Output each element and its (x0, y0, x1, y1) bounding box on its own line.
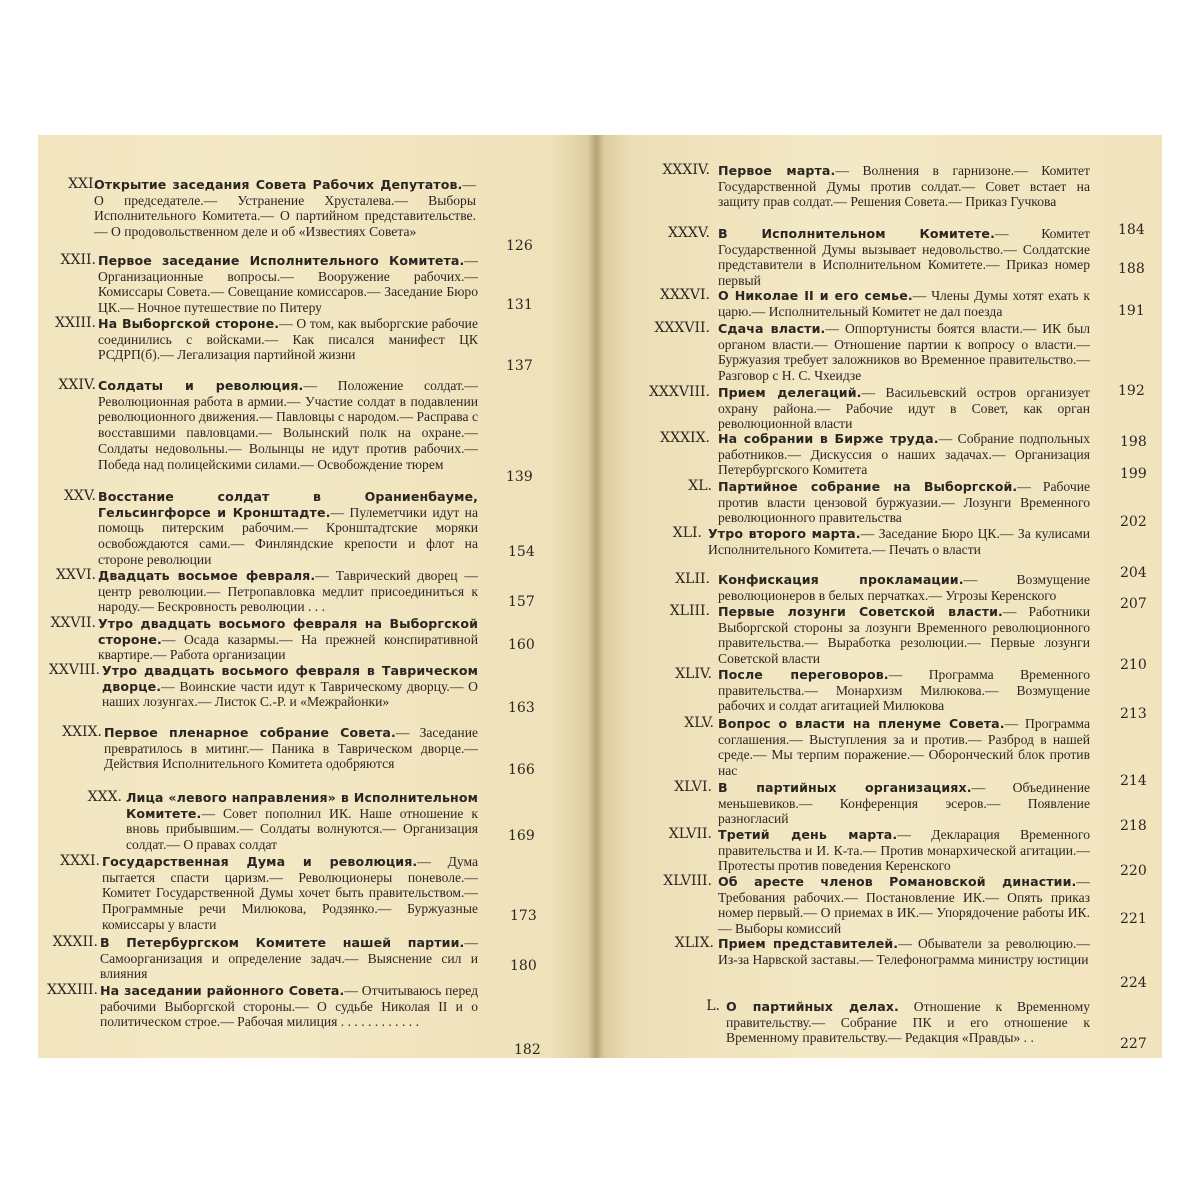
page-number: 207 (1120, 596, 1147, 612)
chapter-number: XXVIII. (48, 662, 100, 678)
entry-description: Отношение к Временному правительству.— Собрание ПК и его отношение к Временному правительству.— Редакция «Правды» . . (726, 999, 1090, 1046)
entry-description: — Обыватели за революцию.— Из-за Нарвской заставы.— Телефонограмма министру юстиции (718, 936, 1090, 967)
chapter-number: XXXVI. (660, 287, 710, 303)
page-number: 188 (1118, 261, 1145, 277)
entry-title: Первое заседание Исполнительного Комитета. (98, 253, 465, 268)
entry-title: Двадцать восьмое февраля. (98, 568, 316, 583)
entry-description: — Организационные вопросы.— Вооружение рабочих.— Комиссары Совета.— Совещание комиссаров.— Заседание Бюро ЦК.— Ночное путешествие по Питеру (98, 253, 478, 316)
entry-text (718, 288, 1090, 319)
entry-text (718, 716, 1090, 779)
entry-description: — Члены Думы хотят ехать к царю.— Исполнительный Комитет не дал поезда (718, 288, 1090, 319)
entry-description: — Воинские части идут к Таврическому дворцу.— О наших лозунгах.— Листок С.-Р. и «Межрайонки» (102, 678, 478, 710)
entry-text (102, 663, 478, 710)
entry-text (98, 378, 478, 472)
chapter-number: XXIII. (55, 315, 96, 331)
entry-text (100, 983, 478, 1030)
entry-title: О Николае II и его семье. (718, 288, 913, 303)
entry-description: — Заседание Бюро ЦК.— За кулисами Исполнительного Комитета.— Печать о власти (708, 526, 1090, 557)
chapter-number: XXX. (87, 789, 122, 805)
chapter-number: XLVI. (674, 779, 712, 795)
chapter-number: XXXIX. (660, 430, 710, 446)
chapter-number: XXXVIII. (648, 384, 710, 400)
page-number: 221 (1120, 911, 1147, 927)
entry-text (708, 526, 1090, 557)
page-number: 210 (1120, 657, 1147, 673)
entry-title: Сдача власти. (718, 321, 826, 336)
entry-description: — Декларация Временного правительства и И. К-та.— Против монархической агитации.— Протесты против поведения Керенского (718, 827, 1090, 874)
entry-text (718, 431, 1090, 478)
entry-description: — Программа соглашения.— Выступления за и против.— Разброд в нашей среде.— Мы терпим поражение.— Оборонческий блок против нас (718, 716, 1090, 779)
chapter-number: XXXIII. (47, 982, 98, 998)
entry-description: — Работники Выборгской стороны за лозунги Временного революционного правительства.— Выработка резолюции.— Первые лозунги Советской власти (718, 604, 1090, 667)
chapter-number: XLV. (684, 715, 714, 731)
entry-description: — Программа Временного правительства.— Монархизм Милюкова.— Возмущение рабочих и солдат агитацией Милюкова (718, 667, 1090, 714)
entry-description: — Волнения в гарнизоне.— Комитет Государственной Думы против солдат.— Совет встает на защиту прав солдат.— Решения Совета.— Приказ Гучкова (718, 163, 1090, 210)
entry-title: Вопрос о власти на пленуме Совета. (718, 716, 1005, 731)
page-number: 173 (510, 908, 537, 924)
chapter-number: L. (706, 998, 720, 1014)
page-number: 218 (1120, 818, 1147, 834)
page-number: 154 (508, 544, 535, 560)
chapter-number: XLVIII. (663, 873, 712, 889)
entry-text (718, 936, 1090, 967)
page-number: 131 (506, 297, 533, 313)
entry-title: На Выборгской стороне. (98, 316, 280, 331)
entry-title: Государственная Дума и революция. (102, 854, 418, 869)
page-number: 169 (508, 828, 535, 844)
entry-title: Утро двадцать восьмого февраля на Выборгской стороне. (98, 616, 478, 647)
entry-title: Лица «левого направления» в Исполнительном Комитете. (126, 790, 478, 821)
entry-description: — Осада казармы.— На прежней конспиративной квартире.— Работа организации (98, 631, 478, 663)
page-number: 199 (1120, 466, 1147, 482)
entry-description: — Таврический дворец — центр революции.— Петропавловка медлит присоединиться к народу.— Бескровность революции . . . (98, 568, 478, 615)
entry-description: — Положение солдат.— Революционная работа в армии.— Участие солдат в подавлении революционного движения.— Павловцы с народом.— Расправа с восставшими павловцами.— Волынский полк на охране.— Солдаты недовольны.— Волынцы не идут против рабочих.— Победа над полицейскими силами.— Освобождение тюрем (98, 378, 478, 472)
page-number: 126 (506, 238, 533, 254)
entry-text (718, 827, 1090, 874)
chapter-number: XLII. (675, 571, 710, 587)
entry-title: О партийных делах. (726, 999, 899, 1014)
entry-title: Прием делегаций. (718, 385, 862, 400)
entry-text (718, 604, 1090, 667)
entry-title: Прием представителей. (718, 936, 899, 951)
chapter-number: XXXII. (52, 934, 98, 950)
entry-text (718, 572, 1090, 603)
page-number: 224 (1120, 975, 1147, 991)
entry-title: В Исполнительном Комитете. (718, 226, 995, 241)
entry-title: Конфискация прокламации. (718, 572, 964, 587)
page-number: 182 (514, 1042, 541, 1058)
entry-title: Открытие заседания Совета Рабочих Депутатов. (94, 177, 463, 192)
chapter-number: XXVI. (55, 567, 96, 583)
chapter-number: XLIX. (674, 935, 714, 951)
page-number: 137 (506, 358, 533, 374)
entry-description: — О председателе.— Устранение Хрусталева.— Выборы Исполнительного Комитета.— О партийном представительстве.— О продовольственном деле и об «Известиях Совета» (94, 177, 476, 240)
entry-text (98, 616, 478, 663)
chapter-number: XLIV. (675, 666, 712, 682)
chapter-number: XLI. (672, 525, 702, 541)
entry-title: Партийное собрание на Выборгской. (718, 479, 1018, 494)
chapter-number: XL. (688, 478, 712, 494)
entry-description: — Дума пытается спасти царизм.— Революционеры поневоле.— Комитет Государственной Думы хочет быть правительством.— Программные речи Милюкова, Родзянко.— Буржуазные комиссары у власти (102, 854, 478, 932)
page-number: 157 (508, 594, 535, 610)
entry-title: Об аресте членов Романовской династии. (718, 874, 1077, 889)
chapter-number: XXVII. (50, 615, 96, 631)
entry-title: В Петербургском Комитете нашей партии. (100, 935, 465, 950)
entry-text (98, 253, 478, 316)
entry-description: — О том, как выборгские рабочие соединились с войсками.— Как писался манифест ЦК РСДРП(б).— Легализация партийной жизни (98, 316, 478, 363)
entry-text (98, 568, 478, 615)
entry-title: Солдаты и революция. (98, 378, 304, 393)
entry-title: Восстание солдат в Ораниенбауме, Гельсингфорсе и Кронштадте. (98, 489, 478, 520)
entry-text (718, 385, 1090, 432)
chapter-number: XXIX. (62, 724, 102, 740)
page-number: 163 (508, 700, 535, 716)
entry-description: — Отчитываюсь перед рабочими Выборгской стороны.— О судьбе Николая II и о политическом строе.— Рабочая милиция . . . . . . . . . . . . (100, 983, 479, 1030)
page-number: 213 (1120, 706, 1147, 722)
chapter-number: XXII. (60, 252, 96, 268)
page-number: 139 (506, 469, 533, 485)
entry-title: На заседании районного Совета. (100, 983, 345, 998)
entry-text (718, 479, 1090, 526)
entry-text (718, 780, 1090, 827)
page-number: 198 (1120, 434, 1147, 450)
entry-title: В партийных организациях. (718, 780, 972, 795)
entry-description: — Самоорганизация и определение задач.— Выяснение сил и влияния (100, 935, 478, 982)
entry-text (718, 667, 1090, 714)
page-number: 180 (510, 958, 537, 974)
entry-description: — Комитет Государственной Думы вызывает недовольство.— Солдатские представители в Исполнительном Комитете.— Приказ номер первый (718, 226, 1090, 289)
chapter-number: XLVII. (668, 826, 712, 842)
entry-text (94, 177, 476, 240)
entry-description: — Оппортунисты боятся власти.— ИК был органом власти.— Отношение партии к вопросу о власти.— Буржуазия требует заложников во Временное правительство.— Разговор с Н. С. Чхеидзе (718, 321, 1090, 384)
chapter-number: XXXV. (667, 225, 710, 241)
entry-title: Третий день марта. (718, 827, 898, 842)
entry-title: Утро второго марта. (708, 526, 861, 541)
entry-text (100, 935, 478, 982)
page-number: 227 (1120, 1036, 1147, 1052)
entry-description: — Васильевский остров организует охрану района.— Рабочие идут в Совет, как орган революционной власти (718, 385, 1090, 432)
entry-text (718, 163, 1090, 210)
page-number: 160 (508, 637, 535, 653)
entry-description: — Собрание подпольных работников.— Дискуссия о наших задачах.— Организация Петербургского Комитета (718, 431, 1090, 478)
entry-text (726, 999, 1090, 1046)
entry-title: После переговоров. (718, 667, 889, 682)
chapter-number: XXXI. (60, 853, 100, 869)
entry-description: — Требования рабочих.— Постановление ИК.— Опять приказ номер первый.— О приемах в ИК.— Упорядочение работы ИК.— Выборы комиссий (718, 874, 1090, 937)
entry-text (718, 226, 1090, 289)
entry-title: Утро двадцать восьмого февраля в Таврическом дворце. (102, 663, 478, 694)
entry-description: — Совет пополнил ИК. Наше отношение к вновь прибывшим.— Солдаты волнуются.— Организация солдат.— О правах солдат (126, 805, 478, 853)
page-number: 192 (1118, 383, 1145, 399)
entry-title: Первые лозунги Советской власти. (718, 604, 1003, 619)
entry-title: Первое марта. (718, 163, 836, 178)
entry-description: — Заседание превратилось в митинг.— Паника в Таврическом дворце.— Действия Исполнительного Комитета одобряются (104, 725, 478, 772)
page-number: 202 (1120, 514, 1147, 530)
entry-title: Первое пленарное собрание Совета. (104, 725, 396, 740)
entry-text (104, 725, 478, 772)
chapter-number: XXV. (63, 488, 96, 504)
book-spread (38, 135, 1162, 1058)
page-number: 214 (1120, 773, 1147, 789)
chapter-number: XXXIV. (662, 162, 710, 178)
book-gutter (588, 135, 604, 1058)
page-number: 220 (1120, 863, 1147, 879)
chapter-number: XXIV. (58, 377, 96, 393)
entry-text (126, 790, 478, 853)
entry-title: На собрании в Бирже труда. (718, 431, 939, 446)
entry-text (102, 854, 478, 933)
entry-text (718, 321, 1090, 384)
chapter-number: XLIII. (669, 603, 710, 619)
entry-description: — Возмущение революционеров в белых перчатках.— Угрозы Керенского (718, 572, 1090, 603)
chapter-number: XXXVII. (654, 320, 710, 336)
entry-description: — Объединение меньшевиков.— Конференция эсеров.— Появление разногласий (718, 780, 1090, 827)
page-number: 191 (1118, 303, 1145, 319)
entry-text (98, 489, 478, 568)
chapter-number: XXI. (68, 176, 98, 192)
entry-description: — Пулеметчики идут на помощь питерским рабочим.— Кронштадтские моряки освобождаются сами.— Финляндские крепости и флот на стороне революции (98, 504, 478, 567)
page-number: 204 (1120, 565, 1147, 581)
page-number: 166 (508, 762, 535, 778)
entry-text (98, 316, 478, 363)
entry-description: — Рабочие против власти цензовой буржуазии.— Лозунги Временного революционного правительства (718, 479, 1090, 526)
entry-text (718, 874, 1090, 937)
page-number: 184 (1118, 222, 1145, 238)
